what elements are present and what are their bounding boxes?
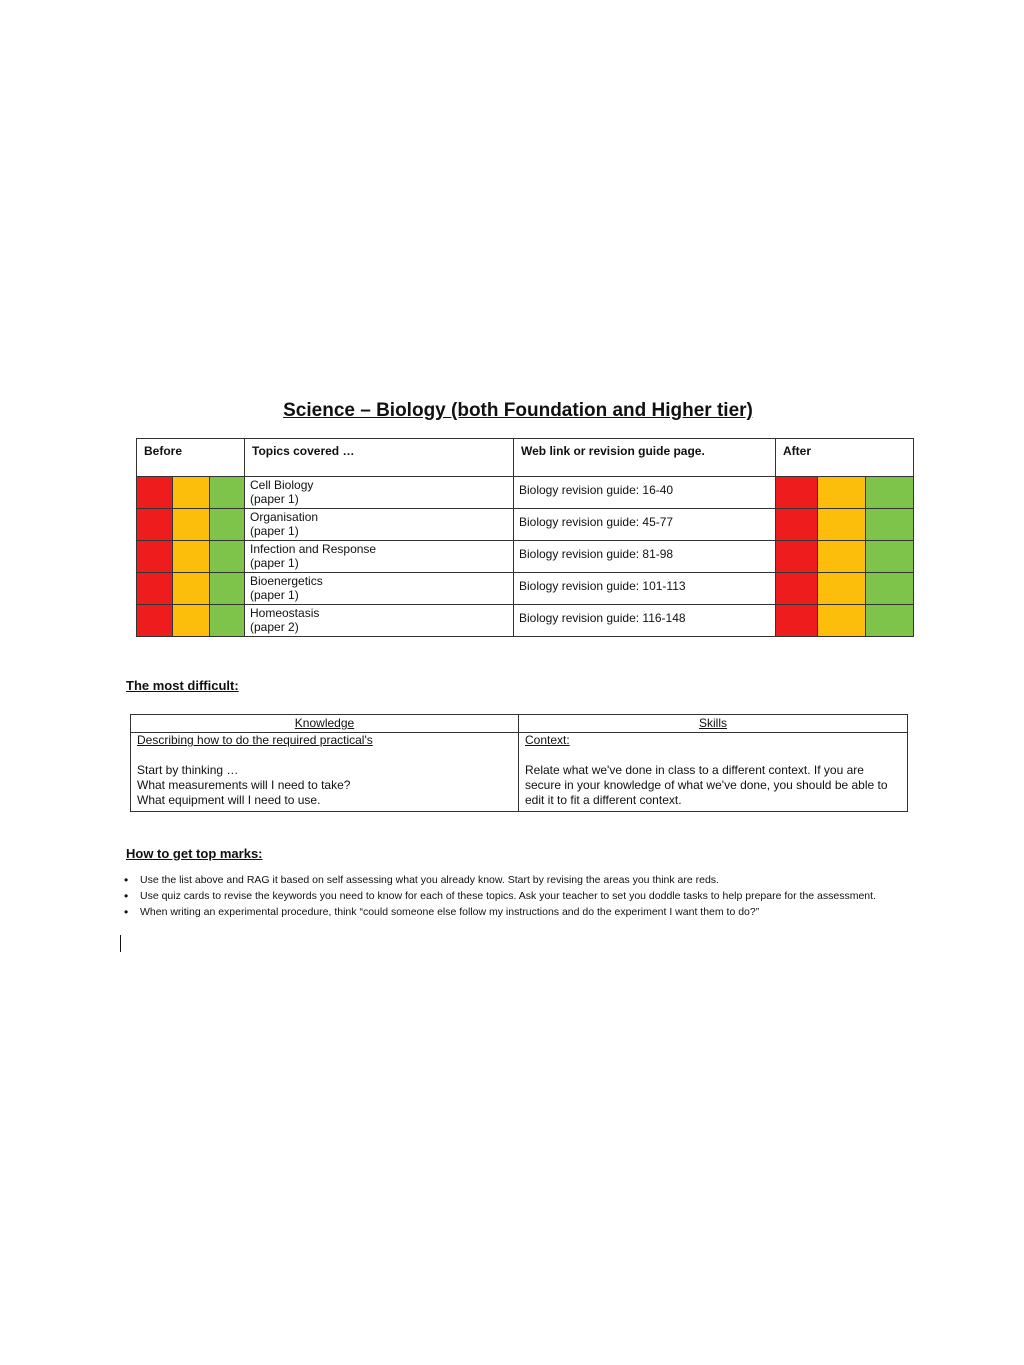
knowledge-line: What measurements will I need to take? xyxy=(137,778,351,792)
topic-paper: (paper 1) xyxy=(250,524,299,538)
revision-guide-cell: Biology revision guide: 101-113 xyxy=(514,573,776,605)
knowledge-cell xyxy=(131,733,519,812)
list-item: • Use the list above and RAG it based on self assessing what you already know. Start by revising the areas you think are reds. xyxy=(140,873,900,888)
skills-header: Skills xyxy=(519,715,908,733)
before-amber-swatch[interactable] xyxy=(173,605,210,637)
list-item: • Use quiz cards to revise the keywords you need to know for each of these topics. Ask your teacher to set you doddle tasks to help prepare for the assessment. xyxy=(140,889,900,904)
after-green-swatch[interactable] xyxy=(866,509,914,541)
rag-table xyxy=(136,438,914,637)
before-red-swatch[interactable] xyxy=(137,605,173,637)
before-header: Before xyxy=(137,439,245,477)
after-amber-swatch[interactable] xyxy=(818,509,866,541)
top-marks-heading: How to get top marks: xyxy=(126,846,263,861)
page-title: Science – Biology (both Foundation and Higher tier) xyxy=(283,400,753,421)
before-green-swatch[interactable] xyxy=(210,541,245,573)
difficult-heading: The most difficult: xyxy=(126,678,239,693)
after-red-swatch[interactable] xyxy=(776,573,818,605)
topic-paper: (paper 1) xyxy=(250,588,299,602)
topic-name: Bioenergetics xyxy=(250,574,323,588)
table-row xyxy=(137,605,914,637)
topic-paper: (paper 2) xyxy=(250,620,299,634)
topic-paper: (paper 1) xyxy=(250,556,299,570)
before-green-swatch[interactable] xyxy=(210,509,245,541)
text-cursor xyxy=(120,935,121,952)
before-red-swatch[interactable] xyxy=(137,541,173,573)
topic-cell xyxy=(245,541,514,573)
skills-cell xyxy=(519,733,908,812)
tips-list xyxy=(120,873,900,921)
before-green-swatch[interactable] xyxy=(210,605,245,637)
before-red-swatch[interactable] xyxy=(137,477,173,509)
after-red-swatch[interactable] xyxy=(776,509,818,541)
table-row xyxy=(137,541,914,573)
after-header: After xyxy=(776,439,914,477)
topic-cell xyxy=(245,605,514,637)
revision-guide-cell: Biology revision guide: 116-148 xyxy=(514,605,776,637)
after-amber-swatch[interactable] xyxy=(818,477,866,509)
table-row xyxy=(137,509,914,541)
before-green-swatch[interactable] xyxy=(210,477,245,509)
after-red-swatch[interactable] xyxy=(776,477,818,509)
knowledge-line: What equipment will I need to use. xyxy=(137,793,321,807)
before-green-swatch[interactable] xyxy=(210,573,245,605)
knowledge-title: Describing how to do the required practical's xyxy=(137,733,373,747)
before-amber-swatch[interactable] xyxy=(173,509,210,541)
after-green-swatch[interactable] xyxy=(866,573,914,605)
list-item: • When writing an experimental procedure, think “could someone else follow my instructions and do the experiment I want them to do?” xyxy=(140,905,900,920)
before-amber-swatch[interactable] xyxy=(173,573,210,605)
before-red-swatch[interactable] xyxy=(137,509,173,541)
knowledge-header: Knowledge xyxy=(131,715,519,733)
after-amber-swatch[interactable] xyxy=(818,605,866,637)
skills-text: Relate what we've done in class to a different context. If you are secure in your knowledge of what we've done, you should be able to edit it to fit a different context. xyxy=(525,763,888,807)
topic-name: Homeostasis xyxy=(250,606,320,620)
after-green-swatch[interactable] xyxy=(866,477,914,509)
table-row xyxy=(137,573,914,605)
before-amber-swatch[interactable] xyxy=(173,477,210,509)
skills-title: Context: xyxy=(525,733,570,747)
topic-cell xyxy=(245,573,514,605)
difficult-table xyxy=(130,714,908,812)
topic-name: Organisation xyxy=(250,510,319,524)
topic-cell xyxy=(245,509,514,541)
table-row xyxy=(137,477,914,509)
knowledge-line: Start by thinking … xyxy=(137,763,239,777)
after-green-swatch[interactable] xyxy=(866,541,914,573)
topic-cell xyxy=(245,477,514,509)
before-amber-swatch[interactable] xyxy=(173,541,210,573)
after-red-swatch[interactable] xyxy=(776,541,818,573)
revision-guide-cell: Biology revision guide: 81-98 xyxy=(514,541,776,573)
topics-header: Topics covered … xyxy=(245,439,514,477)
before-red-swatch[interactable] xyxy=(137,573,173,605)
after-amber-swatch[interactable] xyxy=(818,573,866,605)
topic-paper: (paper 1) xyxy=(250,492,299,506)
topic-name: Infection and Response xyxy=(250,542,377,556)
revision-guide-cell: Biology revision guide: 45-77 xyxy=(514,509,776,541)
after-amber-swatch[interactable] xyxy=(818,541,866,573)
after-green-swatch[interactable] xyxy=(866,605,914,637)
link-header: Web link or revision guide page. xyxy=(514,439,776,477)
revision-guide-cell: Biology revision guide: 16-40 xyxy=(514,477,776,509)
after-red-swatch[interactable] xyxy=(776,605,818,637)
topic-name: Cell Biology xyxy=(250,478,314,492)
